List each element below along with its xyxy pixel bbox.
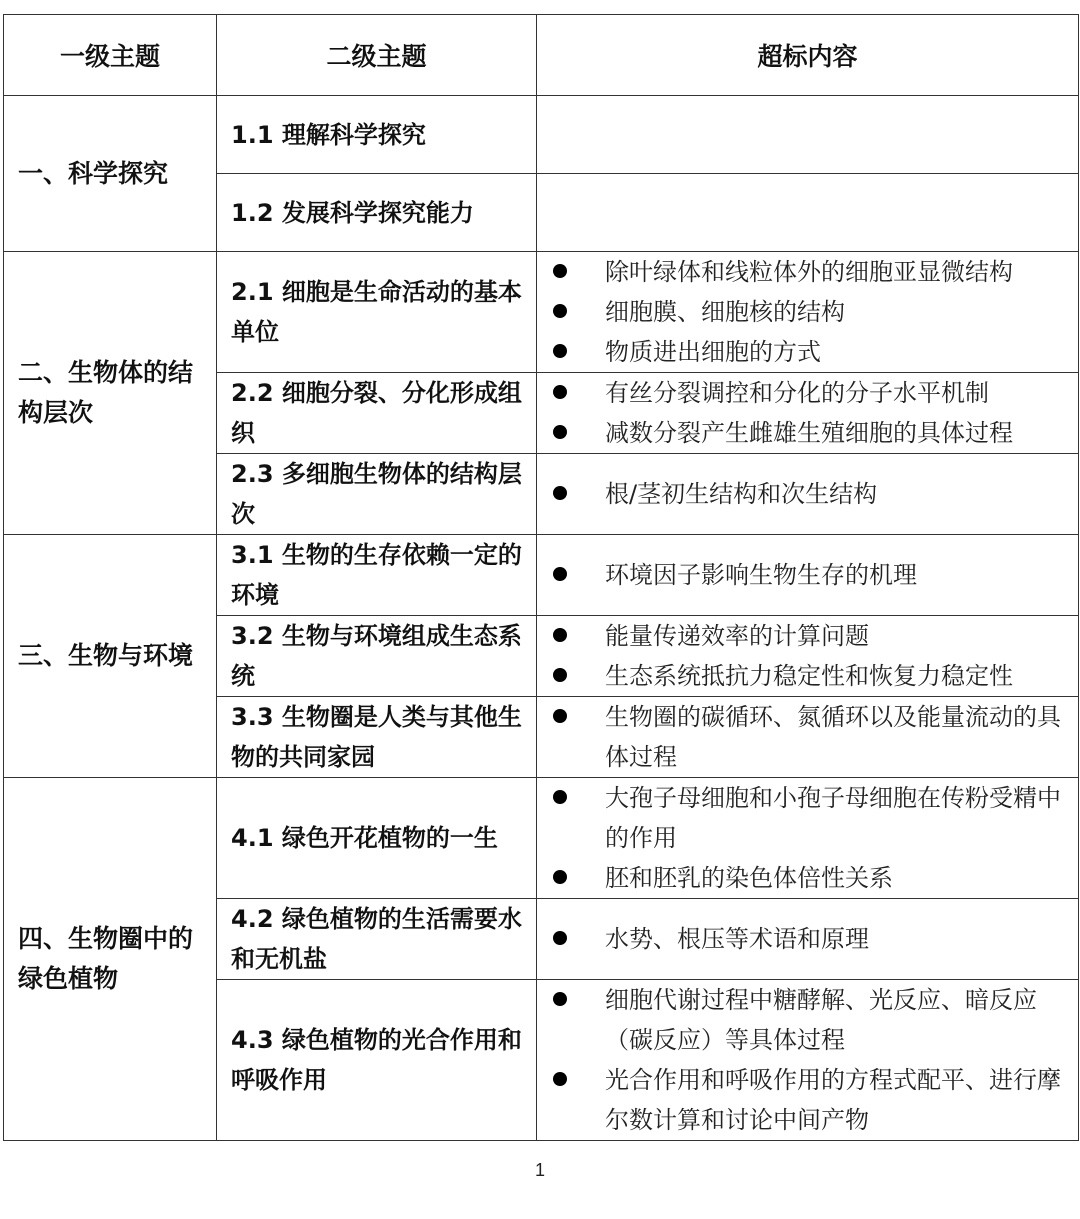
level1-cell: 三、生物与环境 <box>4 535 217 778</box>
list-item-text: 环境因子影响生物生存的机理 <box>605 561 917 589</box>
list-item <box>537 373 1070 413</box>
content-cell <box>537 899 1079 980</box>
level1-cell: 二、生物体的结构层次 <box>4 252 217 535</box>
content-list <box>537 697 1070 777</box>
level2-cell: 4.1 绿色开花植物的一生 <box>217 778 537 899</box>
list-item-text: 胚和胚乳的染色体倍性关系 <box>605 864 893 892</box>
bullet-icon <box>553 709 567 723</box>
list-item-text: 根/茎初生结构和次生结构 <box>605 480 878 508</box>
page-number: 1 <box>534 1160 545 1180</box>
content-cell <box>537 373 1079 454</box>
list-item <box>537 1060 1070 1140</box>
bullet-icon <box>553 790 567 804</box>
content-list <box>537 616 1070 696</box>
content-list <box>537 373 1070 453</box>
bullet-icon <box>553 931 567 945</box>
level1-cell: 四、生物圈中的绿色植物 <box>4 778 217 1141</box>
table-row <box>4 535 1079 616</box>
list-item <box>537 858 1070 898</box>
list-item <box>537 413 1070 453</box>
bullet-icon <box>553 567 567 581</box>
bullet-icon <box>553 304 567 318</box>
bullet-icon <box>553 870 567 884</box>
curriculum-table <box>3 14 1079 1141</box>
level2-cell: 3.2 生物与环境组成生态系统 <box>217 616 537 697</box>
table-row <box>4 96 1079 174</box>
bullet-icon <box>553 425 567 439</box>
list-item <box>537 252 1070 292</box>
content-cell <box>537 980 1079 1141</box>
bullet-icon <box>553 992 567 1006</box>
bullet-icon <box>553 1072 567 1086</box>
content-list <box>537 555 1070 595</box>
level2-cell: 3.3 生物圈是人类与其他生物的共同家园 <box>217 697 537 778</box>
list-item-text: 物质进出细胞的方式 <box>605 338 821 366</box>
list-item-text: 光合作用和呼吸作用的方程式配平、进行摩尔数计算和讨论中间产物 <box>605 1066 1061 1134</box>
level2-cell: 2.2 细胞分裂、分化形成组织 <box>217 373 537 454</box>
list-item-text: 大孢子母细胞和小孢子母细胞在传粉受精中的作用 <box>605 784 1061 852</box>
list-item-text: 细胞代谢过程中糖酵解、光反应、暗反应（碳反应）等具体过程 <box>605 986 1037 1054</box>
list-item <box>537 980 1070 1060</box>
list-item <box>537 474 1070 514</box>
list-item <box>537 332 1070 372</box>
table-row <box>4 778 1079 899</box>
content-cell <box>537 174 1079 252</box>
list-item-text: 生物圈的碳循环、氮循环以及能量流动的具体过程 <box>605 703 1061 771</box>
level2-cell: 1.2 发展科学探究能力 <box>217 174 537 252</box>
level2-cell: 1.1 理解科学探究 <box>217 96 537 174</box>
bullet-icon <box>553 344 567 358</box>
list-item-text: 能量传递效率的计算问题 <box>605 622 869 650</box>
level2-cell: 2.1 细胞是生命活动的基本单位 <box>217 252 537 373</box>
content-cell <box>537 535 1079 616</box>
list-item-text: 有丝分裂调控和分化的分子水平机制 <box>605 379 989 407</box>
content-list <box>537 980 1070 1140</box>
list-item <box>537 697 1070 777</box>
header-level1: 一级主题 <box>4 15 217 96</box>
level2-cell: 4.3 绿色植物的光合作用和呼吸作用 <box>217 980 537 1141</box>
content-cell <box>537 96 1079 174</box>
list-item-text: 细胞膜、细胞核的结构 <box>605 298 845 326</box>
list-item <box>537 292 1070 332</box>
list-item <box>537 778 1070 858</box>
bullet-icon <box>553 486 567 500</box>
content-cell <box>537 778 1079 899</box>
list-item-text: 生态系统抵抗力稳定性和恢复力稳定性 <box>605 662 1013 690</box>
list-item <box>537 616 1070 656</box>
list-item-text: 减数分裂产生雌雄生殖细胞的具体过程 <box>605 419 1013 447</box>
level2-cell: 4.2 绿色植物的生活需要水和无机盐 <box>217 899 537 980</box>
content-cell <box>537 252 1079 373</box>
content-list <box>537 474 1070 514</box>
bullet-icon <box>553 385 567 399</box>
header-level2: 二级主题 <box>217 15 537 96</box>
content-list <box>537 778 1070 898</box>
level1-cell: 一、科学探究 <box>4 96 217 252</box>
content-cell <box>537 454 1079 535</box>
list-item <box>537 555 1070 595</box>
bullet-icon <box>553 668 567 682</box>
level2-cell: 2.3 多细胞生物体的结构层次 <box>217 454 537 535</box>
bullet-icon <box>553 628 567 642</box>
content-list <box>537 252 1070 372</box>
list-item-text: 除叶绿体和线粒体外的细胞亚显微结构 <box>605 258 1013 286</box>
table-row <box>4 252 1079 373</box>
header-content: 超标内容 <box>537 15 1079 96</box>
level2-cell: 3.1 生物的生存依赖一定的环境 <box>217 535 537 616</box>
content-cell <box>537 697 1079 778</box>
content-cell <box>537 616 1079 697</box>
list-item-text: 水势、根压等术语和原理 <box>605 925 869 953</box>
bullet-icon <box>553 264 567 278</box>
list-item <box>537 919 1070 959</box>
content-list <box>537 919 1070 959</box>
table-header-row <box>4 15 1079 96</box>
list-item <box>537 656 1070 696</box>
